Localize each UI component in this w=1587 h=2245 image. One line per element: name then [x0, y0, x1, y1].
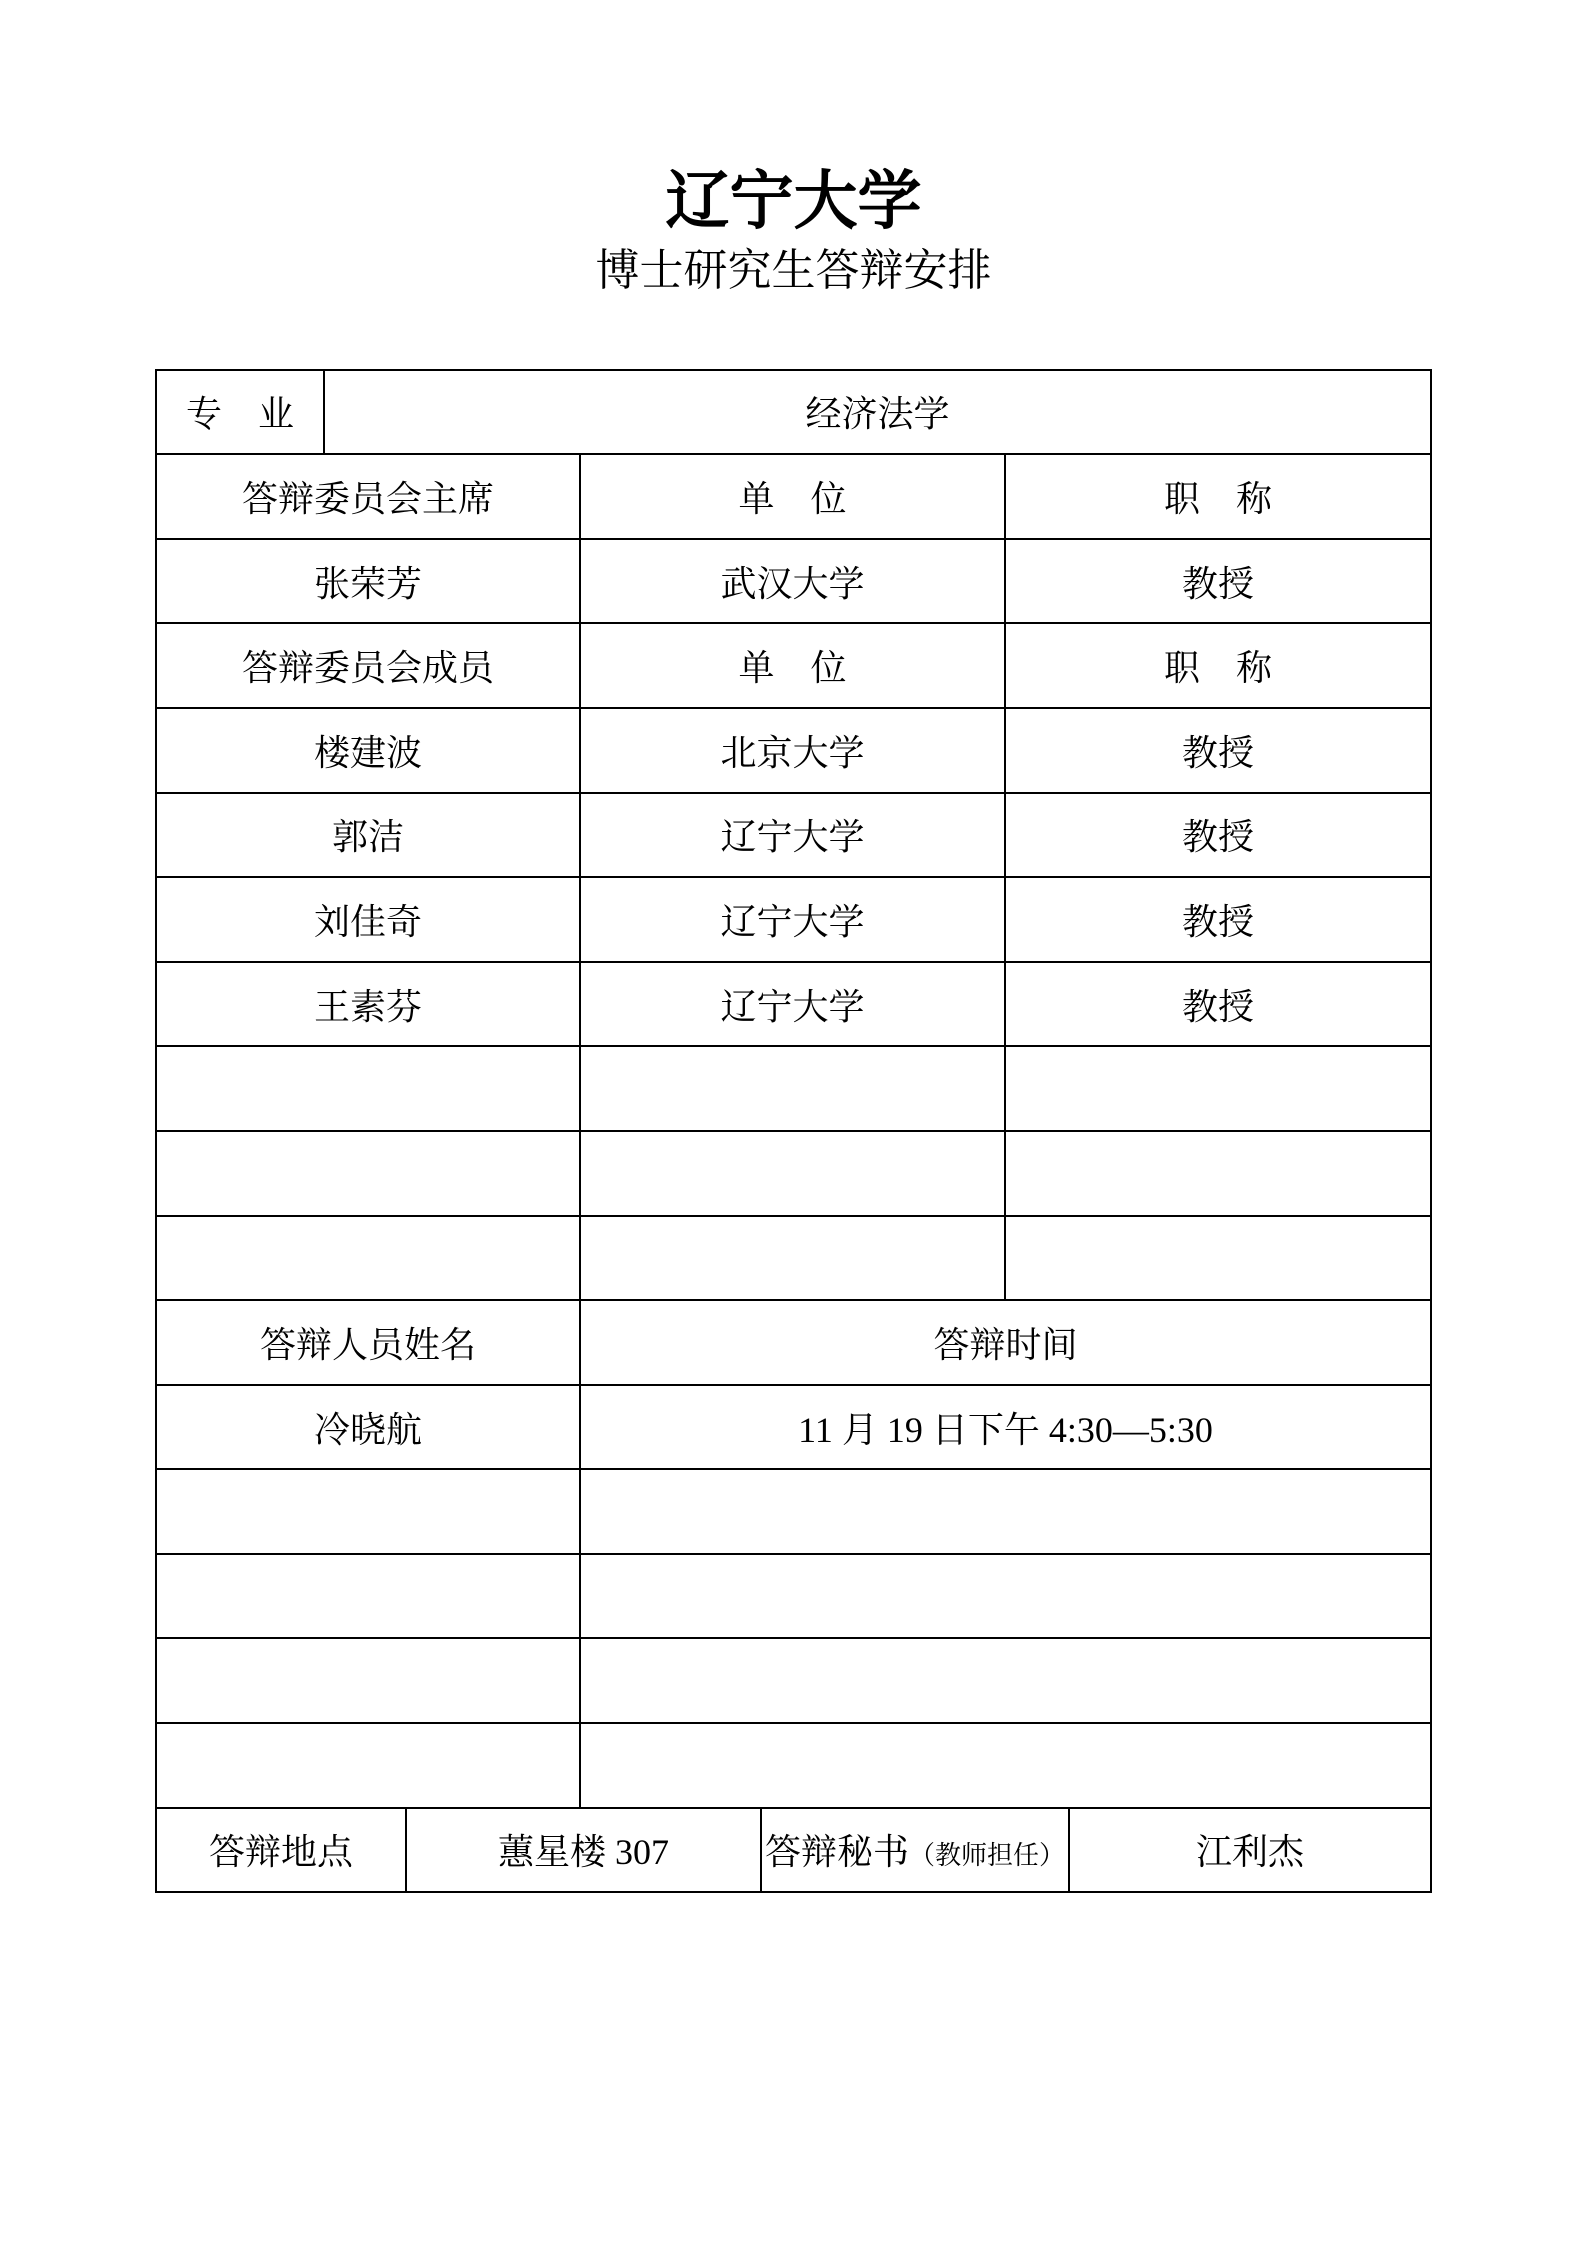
member-title-cell: 教授	[1005, 962, 1431, 1047]
chair-title-header-cell: 职 称	[1005, 454, 1431, 539]
member-unit-header-cell: 单 位	[580, 623, 1005, 708]
table-row-defense	[156, 1385, 1431, 1470]
member-name-cell	[156, 1046, 580, 1131]
location-value-cell: 蕙星楼 307	[406, 1808, 761, 1893]
defense-time-cell	[580, 1469, 1431, 1554]
member-name-cell: 楼建波	[156, 708, 580, 793]
major-value-cell: 经济法学	[324, 370, 1431, 455]
member-unit-cell: 北京大学	[580, 708, 1005, 793]
table-row-chair	[156, 539, 1431, 624]
defense-name-cell	[156, 1723, 580, 1808]
major-label-cell: 专 业	[156, 370, 324, 455]
chair-name-cell: 张荣芳	[156, 539, 580, 624]
member-unit-cell: 辽宁大学	[580, 793, 1005, 878]
defense-schedule-table	[155, 369, 1432, 1894]
member-title-cell: 教授	[1005, 877, 1431, 962]
member-title-cell: 教授	[1005, 708, 1431, 793]
defense-time-cell: 11 月 19 日下午 4:30—5:30	[580, 1385, 1431, 1470]
member-title-header-cell: 职 称	[1005, 623, 1431, 708]
table-row-member	[156, 708, 1431, 793]
page-subtitle: 博士研究生答辩安排	[595, 246, 992, 296]
member-unit-cell: 辽宁大学	[580, 962, 1005, 1047]
table-row-footer	[156, 1808, 1431, 1893]
table-row-defense-empty	[156, 1638, 1431, 1723]
member-title-cell	[1005, 1216, 1431, 1301]
secretary-label-cell	[761, 1808, 1069, 1893]
member-unit-cell	[580, 1046, 1005, 1131]
member-unit-cell: 辽宁大学	[580, 877, 1005, 962]
member-name-cell: 刘佳奇	[156, 877, 580, 962]
member-unit-cell	[580, 1216, 1005, 1301]
defense-time-cell	[580, 1554, 1431, 1639]
secretary-label-note: （教师担任）	[908, 1841, 1065, 1871]
member-name-cell	[156, 1131, 580, 1216]
member-role-header-cell: 答辩委员会成员	[156, 623, 580, 708]
table-row-defense-empty	[156, 1723, 1431, 1808]
table-row-defense-empty	[156, 1469, 1431, 1554]
defense-name-header-cell: 答辩人员姓名	[156, 1300, 580, 1385]
table-row-member-empty	[156, 1046, 1431, 1131]
table-row-member-header	[156, 623, 1431, 708]
chair-title-cell: 教授	[1005, 539, 1431, 624]
table-row-defense-header	[156, 1300, 1431, 1385]
member-name-cell: 王素芬	[156, 962, 580, 1047]
secretary-label: 答辩秘书	[764, 1832, 909, 1873]
chair-unit-cell: 武汉大学	[580, 539, 1005, 624]
secretary-value-cell: 江利杰	[1069, 1808, 1431, 1893]
defense-name-cell: 冷晓航	[156, 1385, 580, 1470]
table-row-member-empty	[156, 1131, 1431, 1216]
member-title-cell: 教授	[1005, 793, 1431, 878]
chair-unit-header-cell: 单 位	[580, 454, 1005, 539]
table-row-member-empty	[156, 1216, 1431, 1301]
table-row-member	[156, 877, 1431, 962]
page-title: 辽宁大学	[665, 165, 922, 237]
table-row-member	[156, 962, 1431, 1047]
defense-name-cell	[156, 1638, 580, 1723]
defense-name-cell	[156, 1469, 580, 1554]
defense-time-cell	[580, 1723, 1431, 1808]
table-row-defense-empty	[156, 1554, 1431, 1639]
defense-time-cell	[580, 1638, 1431, 1723]
defense-time-header-cell: 答辩时间	[580, 1300, 1431, 1385]
table-row-member	[156, 793, 1431, 878]
member-title-cell	[1005, 1046, 1431, 1131]
member-unit-cell	[580, 1131, 1005, 1216]
member-name-cell	[156, 1216, 580, 1301]
location-label-cell: 答辩地点	[156, 1808, 406, 1893]
defense-name-cell	[156, 1554, 580, 1639]
chair-role-header-cell: 答辩委员会主席	[156, 454, 580, 539]
table-row-major	[156, 370, 1431, 455]
member-title-cell	[1005, 1131, 1431, 1216]
member-name-cell: 郭洁	[156, 793, 580, 878]
table-row-chair-header	[156, 454, 1431, 539]
